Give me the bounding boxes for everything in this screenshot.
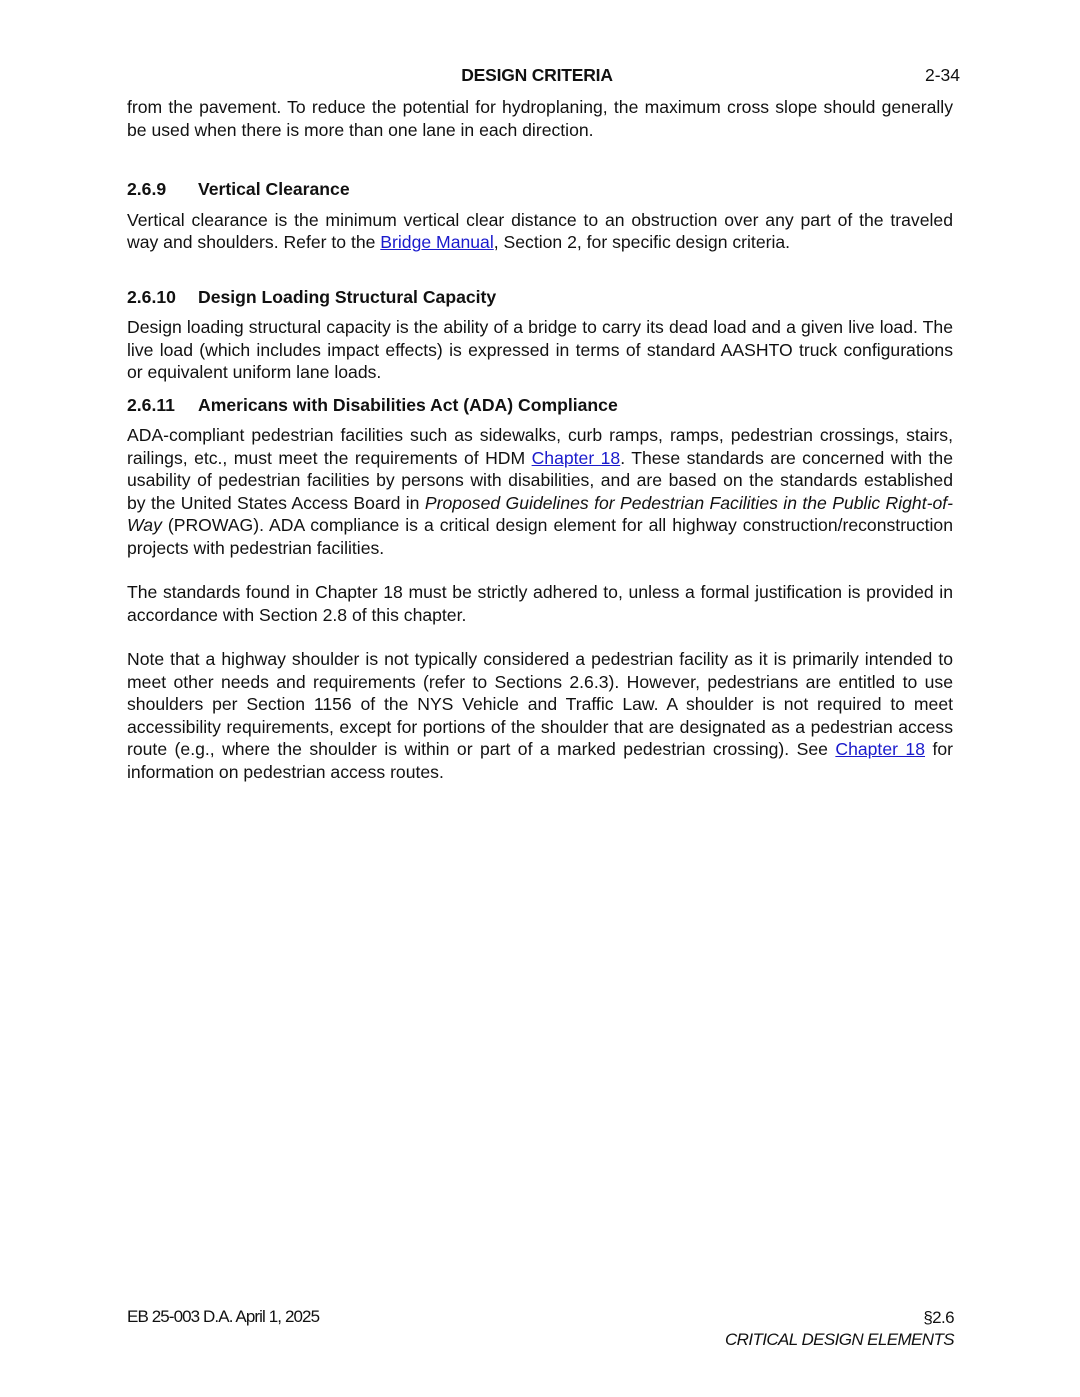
page-header-title: DESIGN CRITERIA <box>461 65 613 85</box>
text-run: ADA-compliant pedestrian facilities such as sidewalks, curb ramps, ramps, pedestrian crossings, stairs, railings, etc., must meet the requirements of HDM <box>127 425 953 468</box>
chapter-18-link-2[interactable]: Chapter 18 <box>835 739 925 759</box>
ada-paragraph-2: The standards found in Chapter 18 must be strictly adhered to, unless a formal justification is provided in accordance with Section 2.8 of this chapter. <box>127 582 953 625</box>
footer-section-title: CRITICAL DESIGN ELEMENTS <box>724 1330 954 1349</box>
text-run: , Section 2, for specific design criteria. <box>493 232 791 252</box>
chapter-18-link[interactable]: Chapter 18 <box>531 447 621 468</box>
section-heading-2-6-9 <box>127 178 953 201</box>
section-heading-2-6-11 <box>127 394 953 417</box>
section-title: Design Loading Structural Capacity <box>198 286 497 307</box>
intro-paragraph: from the pavement. To reduce the potential for hydroplaning, the maximum cross slope should generally be used when there is more than one lane in each direction. <box>127 97 953 140</box>
section-number: 2.6.10 <box>127 286 176 307</box>
prowag-title: Proposed Guidelines for Pedestrian Facilities in the Public Right-of-Way <box>127 492 953 535</box>
section-number: 2.6.9 <box>127 179 167 199</box>
ada-paragraph-1 <box>127 424 953 559</box>
page-body <box>127 96 953 783</box>
design-loading-paragraph: Design loading structural capacity is the ability of a bridge to carry its dead load and a given live load. The live load (which includes impact effects) is expressed in terms of standard AASHTO truck configurations or equivalent uniform lane loads. <box>127 317 953 382</box>
section-heading-2-6-10 <box>127 286 953 309</box>
ada-paragraph-3 <box>127 648 953 783</box>
footer-section <box>725 1307 954 1351</box>
text-run: . These standards are concerned with the usability of pedestrian facilities by persons with disabilities, and are based on the standards established by the United States Access Board in <box>127 447 953 513</box>
text-run: Note that a highway shoulder is not typically considered a pedestrian facility as it is primarily intended to meet other needs and requirements (refer to Sections 2.6.3). However, pedestrians are entitled to use shoulders per Section 1156 of the NYS Vehicle and Traffic Law. A shoulder is not required to meet accessibility requirements, except for portions of the shoulder that are designated as a pedestrian access route (e.g., where the shoulder is within or part of a marked pedestrian crossing). See <box>127 649 953 759</box>
section-title: Americans with Disabilities Act (ADA) Compliance <box>198 394 618 415</box>
page-number: 2-34 <box>924 65 960 85</box>
section-number: 2.6.11 <box>127 394 175 415</box>
text-run: Vertical clearance is the minimum vertical clear distance to an obstruction over any part of the traveled way and shoulders. Refer to the <box>127 209 953 252</box>
footer-revision: EB 25-003 D.A. April 1, 2025 <box>127 1307 320 1326</box>
vertical-clearance-paragraph <box>127 209 953 254</box>
text-run: for information on pedestrian access routes. <box>127 739 953 782</box>
section-title: Vertical Clearance <box>198 179 350 199</box>
footer-section-number: §2.6 <box>923 1308 954 1327</box>
text-run: (PROWAG). ADA compliance is a critical design element for all highway construction/reconstruction projects with pedestrian facilities. <box>127 515 953 558</box>
bridge-manual-link[interactable]: Bridge Manual <box>380 232 494 252</box>
